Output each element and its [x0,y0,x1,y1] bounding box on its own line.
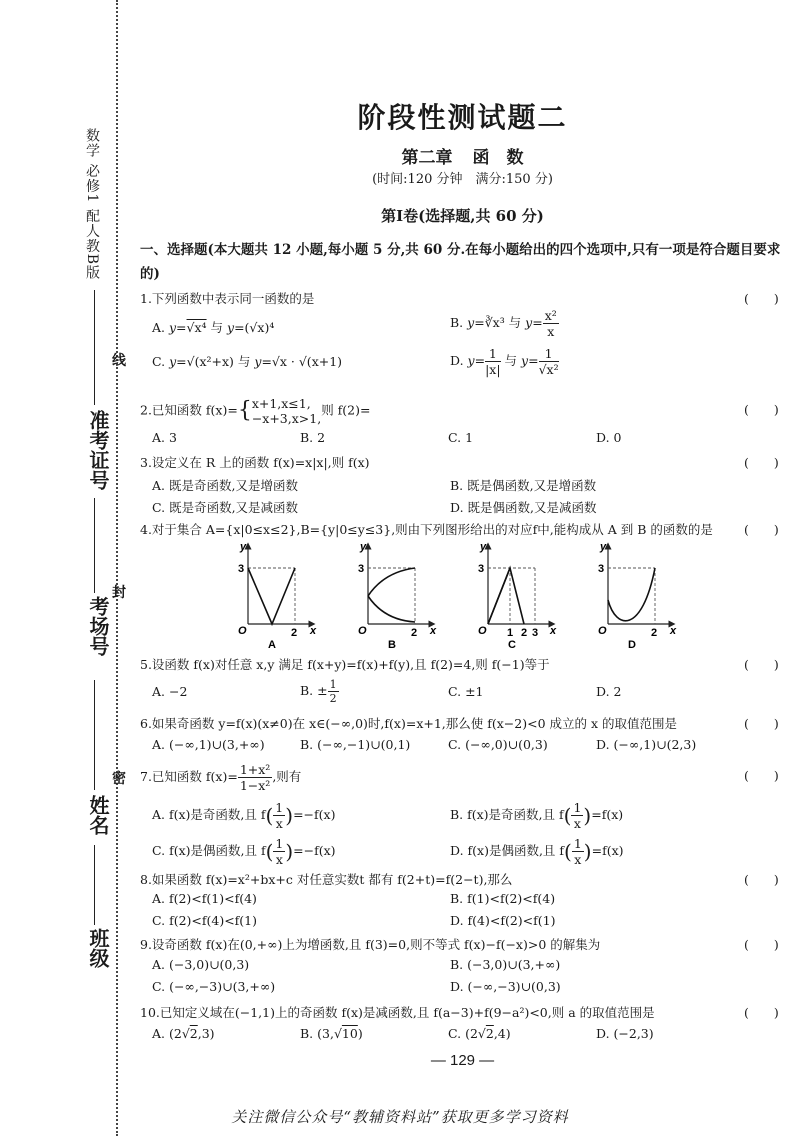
zkz-fill-line [94,290,95,405]
q7-b-text: B. f(x)是奇函数,且 f [450,807,564,822]
q9-option-d: D. (−∞,−3)∪(0,3) [450,979,561,994]
q7-a-text: A. f(x)是奇函数,且 f [152,807,266,822]
q7-option-a: A. f(x)是奇函数,且 f( $\frac{1}{x}$ )=−f(x) [152,800,336,831]
q3-option-a: A. 既是奇函数,又是增函数 [152,478,298,493]
q10-b-post: ) [357,1026,363,1041]
q2-stem-pre: 2.已知函数 f(x)= [140,402,238,418]
q2-option-d: D. 0 [596,430,622,445]
q7-fraction: $\frac{\text{1+x²}}{\text{1−x²}}$ [239,762,271,793]
chapter-name: 函 数 [472,148,524,168]
svg-text:3: 3 [532,627,539,639]
seal-char-mi: 密 [112,771,126,787]
q2-case-2: −x+3,x>1, [251,411,322,426]
q2-cases [252,396,321,426]
q10-c-rad: 2 [485,1026,494,1041]
q5-option-a: A. −2 [152,684,188,699]
answer-paren: ( ) [744,522,779,537]
question-9-stem: 9.设奇函数 f(x)在(0,+∞)上为增函数,且 f(3)=0,则不等式 f(x)−f(−x)>0 的解集为 [140,937,601,952]
q8-option-d: D. f(4)<f(2)<f(1) [450,913,556,928]
q5-half-fraction: $\frac{1}{2}$ [329,678,337,705]
answer-paren: ( ) [744,291,779,306]
chapter-number: 第二章 [401,148,453,168]
zkz-label: 准考证号 [86,410,110,490]
q7-option-d: D. f(x)是偶函数,且 f( $\frac{1}{x}$ )=f(x) [450,836,624,867]
graph-b-label: B [388,639,396,650]
svg-text:y: y [360,541,367,553]
q5-option-b-text: B. ± [300,683,328,698]
q2-brace: { [237,398,252,423]
graph-b [358,541,437,650]
q10-option-b: B. (3,√10) [300,1026,363,1041]
graph-d-label: D [628,639,636,650]
q2-option-b: B. 2 [300,430,326,445]
svg-text:x: x [430,625,437,637]
q8-option-c: C. f(2)<f(4)<f(1) [152,913,258,928]
svg-text:2: 2 [651,627,658,639]
graph-a-label: A [268,639,276,650]
q7-d-text: D. f(x)是偶函数,且 f [450,843,565,858]
kch-fill-line [94,498,95,593]
q7-c-eq: =−f(x) [293,843,336,858]
answer-paren: ( ) [744,872,779,887]
svg-text:O: O [358,625,367,637]
answer-paren: ( ) [744,455,779,470]
svg-text:x: x [670,625,677,637]
q7-stem-post: ,则有 [272,769,302,784]
q6-option-b: B. (−∞,−1)∪(0,1) [300,737,411,752]
q10-option-c: C. (2√2,4) [448,1026,511,1041]
q7-c-text: C. f(x)是偶函数,且 f [152,843,266,858]
q10-a-post: ,3) [197,1026,215,1041]
svg-text:2: 2 [291,627,298,639]
q10-option-d: D. (−2,3) [596,1026,654,1041]
part-heading: 第Ⅰ卷(选择题,共 60 分) [381,207,544,225]
q3-option-c: C. 既是奇函数,又是减函数 [152,500,299,515]
graph-c [478,541,557,650]
q10-a-pre: A. (2 [152,1026,182,1041]
svg-text:3: 3 [598,563,605,575]
chapter-title [140,143,785,168]
q2-option-a: A. 3 [152,430,177,445]
q4-graphs [230,538,700,650]
q7-d-eq: =f(x) [591,843,624,858]
q5-option-c: C. ±1 [448,684,484,699]
svg-text:2: 2 [411,627,418,639]
svg-text:O: O [238,625,247,637]
q10-b-rad: 10 [341,1026,358,1041]
answer-paren: ( ) [744,937,779,952]
time-info: (时间:120 分钟 满分:150 分) [372,172,553,187]
svg-text:y: y [240,541,247,553]
q1-option-b: B. y=∛x³ 与 y= $\frac{\text{x²}}{x}$ [450,308,557,339]
graph-a [238,541,317,650]
name-label: 姓名 [86,795,110,835]
q10-b-pre: B. (3, [300,1026,334,1041]
name-fill-line [94,680,95,790]
q2-option-c: C. 1 [448,430,474,445]
svg-text:y: y [600,541,607,553]
page-number: — 129 — [430,1052,495,1069]
q9-option-c: C. (−∞,−3)∪(3,+∞) [152,979,276,994]
q7-option-b: B. f(x)是奇函数,且 f( $\frac{1}{x}$ )=f(x) [450,800,624,831]
q3-option-b: B. 既是偶函数,又是增函数 [450,478,597,493]
q7-b-eq: =f(x) [591,807,624,822]
svg-text:x: x [550,625,557,637]
q10-option-a: A. (2√2,3) [152,1026,215,1041]
class-fill-line [94,845,95,925]
question-2-stem [140,396,370,426]
seal-char-line: 线 [112,353,126,369]
question-10-stem: 10.已知定义域在(−1,1)上的奇函数 f(x)是减函数,且 f(a−3)+f(9−a²)<0,则 a 的取值范围是 [140,1005,655,1020]
svg-text:y: y [480,541,487,553]
answer-paren: ( ) [744,768,779,783]
q10-c-post: ,4) [493,1026,511,1041]
graph-d [598,541,677,650]
question-1-stem: 1.下列函数中表示同一函数的是 [140,291,315,306]
q10-a-rad: 2 [189,1026,198,1041]
question-7-stem [140,762,301,793]
answer-paren: ( ) [744,1005,779,1020]
answer-paren: ( ) [744,716,779,731]
svg-text:O: O [478,625,487,637]
seal-char-feng: 封 [112,585,126,601]
dotted-cut-line [116,0,118,1136]
q6-option-a: A. (−∞,1)∪(3,+∞) [152,737,265,752]
question-5-stem: 5.设函数 f(x)对任意 x,y 满足 f(x+y)=f(x)+f(y),且 f(2)=4,则 f(−1)等于 [140,657,550,672]
answer-paren: ( ) [744,657,779,672]
svg-text:1: 1 [507,627,514,639]
q8-option-a: A. f(2)<f(1)<f(4) [152,891,257,906]
footer-note: 关注微信公众号“教辅资料站”获取更多学习资料 [231,1108,569,1126]
svg-text:x: x [310,625,317,637]
q7-stem-pre: 7.已知函数 f(x)= [140,769,238,784]
q7-option-c: C. f(x)是偶函数,且 f( $\frac{1}{x}$ )=−f(x) [152,836,336,867]
kch-label: 考场号 [86,596,110,656]
svg-text:3: 3 [478,563,485,575]
q9-option-a: A. (−3,0)∪(0,3) [152,957,250,972]
q5-option-d: D. 2 [596,684,622,699]
graph-c-label: C [508,639,516,650]
edition-label: 数学 必修1 配人教B版 [84,128,100,281]
page-title: 阶段性测试题二 [357,101,568,134]
q9-option-b: B. (−3,0)∪(3,+∞) [450,957,561,972]
q2-case-1: x+1,x≤1, [251,396,311,411]
section-heading: 一、选择题(本大题共 12 小题,每小题 5 分,共 60 分.在每小题给出的四个选项中,只有一项是符合题目要求的) [140,242,781,282]
svg-text:3: 3 [238,563,245,575]
q1-option-d: D. y= $\frac{1}{|x|}$ 与 y= $\frac{1}{\text{√x²}}$ [450,346,559,377]
q8-option-b: B. f(1)<f(2)<f(4) [450,891,556,906]
question-6-stem: 6.如果奇函数 y=f(x)(x≠0)在 x∈(−∞,0)时,f(x)=x+1,那么使 f(x−2)<0 成立的 x 的取值范围是 [140,716,677,731]
q3-option-d: D. 既是偶函数,又是减函数 [450,500,597,515]
question-4-stem: 4.对于集合 A={x|0≤x≤2},B={y|0≤y≤3},则由下列图形给出的对应f中,能构成从 A 到 B 的函数的是 [140,522,713,537]
class-label: 班级 [86,928,110,968]
q10-c-pre: C. (2 [448,1026,478,1041]
svg-text:2: 2 [521,627,528,639]
q5-option-b [300,678,339,705]
svg-text:3: 3 [358,563,365,575]
q6-option-c: C. (−∞,0)∪(0,3) [448,737,548,752]
q2-stem-post: 则 f(2)= [321,402,371,418]
q6-option-d: D. (−∞,1)∪(2,3) [596,737,697,752]
binding-gutter [0,0,126,1136]
answer-paren: ( ) [744,402,779,417]
svg-text:O: O [598,625,607,637]
q1-option-c: C. y=√(x²+x) 与 y=√x · √(x+1) [152,354,343,369]
question-8-stem: 8.如果函数 f(x)=x²+bx+c 对任意实数t 都有 f(2+t)=f(2−t),那么 [140,872,513,887]
q1-option-a: A. y=√x⁴ 与 y=(√x)⁴ [152,320,275,335]
q7-a-eq: =−f(x) [293,807,336,822]
question-3-stem: 3.设定义在 R 上的函数 f(x)=x|x|,则 f(x) [140,455,370,470]
